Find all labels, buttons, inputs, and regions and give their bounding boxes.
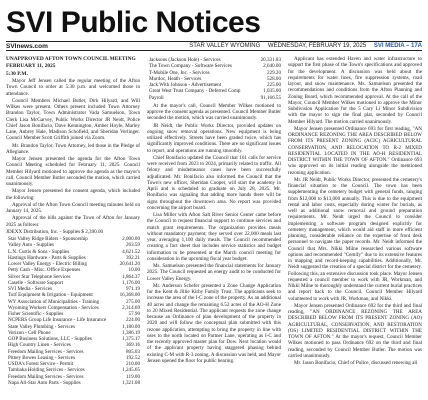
ledger-description: Great West Trust Company - Deferred Comp bbox=[149, 88, 241, 95]
ledger-description: Petty Cash - Misc. Office Expenses bbox=[8, 267, 81, 274]
ledger-description: GOP Business Solutions, LLC - Supplies bbox=[8, 336, 92, 343]
ledger-description: Caselle - Software Support bbox=[8, 279, 64, 286]
paragraph: Mayor Jensen presented Ordinance 693 for first reading, "AN ORDINANCE REZONING THE AREA DESCRIBED BELOW FROM ITS PRESENT ZONING (ACIC) AGRICULTURAL CONSERVATION, AND RELOCATION TO R-2 MIXED RESIDENTIAL LOCATED IN THE AO-H RESIDENTIAL DISTRICT WITHIN THE TOWN OF AFTON." Ordinance 693 was approved on its initial reading alongside the mentioned rezoning application. bbox=[288, 125, 422, 176]
ledger-description: Star Valley Ridge Riders - Sponsorship bbox=[8, 236, 88, 243]
publication-location: STAR VALLEY WYOMING bbox=[189, 43, 261, 49]
paragraph: Mayor Jensen presented the agenda for the Afton Town Council Meeting scheduled for February 11, 2025. Council Member Hilyard motioned to approve the agenda as the mayor's call. Council Member Butler seconded the motion, which carried unanimously. bbox=[6, 156, 140, 188]
masthead-title: SVI Public Notices bbox=[6, 6, 261, 39]
notice-columns bbox=[6, 56, 422, 396]
ledger-description: Napa All-Star Auto Parts - Supplies bbox=[8, 379, 81, 386]
masthead bbox=[6, 6, 422, 40]
ledger-description: Pitney Bowes Leasing - Services bbox=[8, 354, 76, 361]
paragraph: Ms. Samuelson presented the financial statements for January 2025. The Council requested an energy audit to be conducted for Lower Valley Energy. bbox=[147, 263, 281, 282]
ledger-description: High Country Linen - Services bbox=[8, 342, 71, 349]
notice-heading-time: 5:30 P.M. bbox=[6, 70, 28, 77]
ledger-description: Freedom Mailing Services - Services bbox=[8, 348, 84, 355]
ledger-amount: 229.20 bbox=[266, 69, 281, 76]
ledger-description: Silver Star Telephone Services bbox=[8, 273, 71, 280]
ledger-description: Payroll bbox=[149, 94, 164, 101]
ledger-amount: 210.00 bbox=[125, 361, 140, 368]
ledger-amount: 2,314.69 bbox=[122, 304, 140, 311]
paragraph: Mayor Jensen presented Ordinance 692 for the third and final reading, "AN ORDINANCE REZONING THE AREA DESCRIBED BELOW FROM ITS PRESENT ZONING (AO) AGRICULTURAL, CONSERVATION, AND RESTORATION (OS) LIMITED RESIDENTIAL DISTRICT WITHIN THE TOWN OF AFTON." At the mayor's request, Council Member Wilkes motioned to pass Ordinance 692 on the third and final reading, seconded by Council Member Butler. The motion was carried unanimously. bbox=[288, 302, 422, 359]
ledger-amount: 1,245.65 bbox=[122, 367, 140, 374]
ledger-amount: 1,375.17 bbox=[122, 336, 140, 343]
ledger-amount: 225.00 bbox=[266, 82, 281, 88]
ledger-amount: 20,641.20 bbox=[119, 261, 140, 268]
ledger-amount: 2,000.00 bbox=[122, 236, 140, 243]
ledger-description: Verizon - Cell Phone bbox=[8, 329, 51, 336]
paragraph: At the mayor's call, Council Member Wilkes motioned to approve the consent agenda as presented. Council Member Butler seconded the motion, which was carried unanimously. bbox=[147, 102, 281, 122]
paragraph: Chief Bonifacio updated the Council that 161 calls for service were received from 2023 to 2024, primarily related to traffic. All felony and misdemeanor cases have been successfully adjudicated. Mr. Bonifacio also informed the Council that the Town's new officer, Sheridan Cooper, will start the academy in April and is scheduled to graduate on July 28, 2025. Mr. Bonifacio was signaling that adding more hands there will be signs throughout the downtown area. No report was provided concerning the airport board. bbox=[147, 154, 281, 211]
ledger-description: Murdoc, Heath - Services bbox=[149, 75, 202, 82]
ledger-amount: 1,035.00 bbox=[263, 88, 281, 95]
ledger-description: USDA's Forest Service - Permit bbox=[8, 361, 74, 368]
ledger-amount: 263.59 bbox=[125, 242, 140, 249]
column-1 bbox=[6, 56, 140, 396]
ledger-amount: 528.00 bbox=[266, 75, 281, 82]
ledger-row bbox=[6, 380, 140, 386]
column-3 bbox=[288, 56, 422, 396]
ledger-amount: 2,640.00 bbox=[263, 63, 281, 70]
ledger-description: The Town Company - Software Services bbox=[149, 63, 232, 70]
ledger-description: Turf Equipment & Irrigation - Equipment bbox=[8, 292, 93, 299]
ledger-amount: 1,176.00 bbox=[122, 279, 140, 286]
ledger-amount: 224.00 bbox=[125, 317, 140, 324]
ledger-amount: 1,864.37 bbox=[122, 273, 140, 280]
bills-ledger-continued bbox=[147, 57, 281, 101]
ledger-amount: 1,321.08 bbox=[122, 379, 140, 386]
column-2 bbox=[147, 56, 281, 396]
ledger-description: Wyoming Workers Compensation - Services bbox=[8, 304, 99, 311]
ledger-description: NCPERS Group Life Insurance - Life Insurance bbox=[8, 317, 107, 324]
paragraph: Approval of the Afton Town Council meeting minutes held on January 14, 2025. bbox=[6, 201, 140, 215]
website-link[interactable]: SVInews.com bbox=[6, 42, 48, 50]
ledger-description: Fisher Scientific - Supplies bbox=[8, 311, 64, 318]
paragraph: Mr. JR Neidt, Public Works Director, presented the cemetery's financial situation to the Council. The town has been supplementing the cemetery budget with general funds, ranging from $12,000 to $13,000 annually. This is due to the equipment rental and labor costs, especially during winter for burials, as well as additional snow removal and ground preparation requirements. Mr. Neidt urged the Council to consider implementing a software program designed explicitly for cemetery management, which would aid staff in more efficient planning, considerable reliance on the expertise of front desk personnel to navigate the paper records. Mr. Neidt informed the Council that Mrs. Nikki Milne researched various software options and recommended "Cemify" due to its extensive features in mapping and record-keeping capabilities. Additionally, Mr. Neidt suggested the creation of a special district for the cemetery. Following this, an extensive discussion took place. Mayor Jensen requested a council member to work with JR, Workman, and Nikki Milne to thoroughly understand the current burial practices and report back to the Council. Council Member Hilyard volunteered to work with JR, Workman, and Nikki. bbox=[288, 176, 422, 302]
ledger-amount: 971.19 bbox=[125, 286, 140, 293]
ledger-description: L.N. Curtis & Sons - Supplies bbox=[8, 248, 70, 255]
paragraph: Applicant has extended Haven and water infrastructure to support the first phase of the Town's specifications and approved for the development. A discussion was held about the requirements for water lines, fire suppression systems, road layout, and snow maintenance. Ms. Samuelson presented the recommendations and conditions from the Afton Planning and Zoning Board, which recommended approval. At the call of the Mayor, Council Member Wilkes motioned to approve the Minor Subdivision Application for the 5 Cary Li Minor Subdivision with the mayor to sign the final plat, seconded by Council Member Hilyard. The motion carried unanimously. bbox=[288, 56, 422, 125]
ledger-description: SVI Media - Services bbox=[8, 286, 52, 293]
paragraph: Council Members Michael Butler, Dirk Hilyard, and Will Wilkes were present. Others present included Town Attorney Brandon Taylor, Town Administrator Vada Samuelson, Town Clerk Lisa McGarvey, Public Works Director JR Neidt, Police Chief Jason Bonifacio, Dave Kennington, Amber Hoyle, Marley Lane, Aubrey Hale, Madison Schofield, and Sheridan Verlinger. Council Member Scott Griffith joined via Zoom. bbox=[6, 97, 140, 142]
ledger-amount: 119.00 bbox=[126, 373, 140, 380]
ledger-amount: 805.03 bbox=[125, 348, 140, 355]
paragraph: Lisa Miller with Afton Salt River Senior Center came before the Council to request financial support to continue services and match grant requirements. The organization provides meals without mandatory payment; they served over 22,000 meals last year, averaging 1,100 daily meals. The Council recommended creating a fact sheet that includes service statistics and budget information to be presented at the March council meeting for consideration in the upcoming fiscal year budget. bbox=[147, 212, 281, 262]
ledger-description: State Valley Plumbing - Services bbox=[8, 323, 75, 330]
ledger-row bbox=[6, 292, 140, 298]
ledger-description: T-Mobile One, Inc. - Services bbox=[149, 69, 210, 76]
info-bar bbox=[6, 41, 422, 51]
section-label: SVI MEDIA – 17A bbox=[373, 43, 422, 49]
ledger-description: Jacksons (Jackson Hole) - Services bbox=[149, 57, 221, 63]
ledger-amount: 16,368.00 bbox=[119, 292, 140, 299]
issue-info bbox=[183, 43, 422, 49]
issue-date: WEDNESDAY, FEBRUARY 19, 2025 bbox=[267, 43, 367, 49]
ledger-description: Jack With Johnson - Advertisement bbox=[149, 82, 222, 88]
ledger-amount: 1,386.19 bbox=[122, 329, 140, 336]
ledger-amount: 1,180.00 bbox=[122, 323, 140, 330]
paragraph: JR Neidt, the Public Works Director, provided updates on ongoing snow removal operations. New equipment is being utilized effectively. Streets have been graded twice, which has significantly improved conditions. There are no significant issues to report, and operations are running smoothly. bbox=[147, 122, 281, 154]
ledger-amount: 369.16 bbox=[125, 342, 140, 349]
paragraph: Mr. Jason Bonifacio, Chief of Police, discussed renewing all bbox=[294, 360, 418, 366]
ledger-amount: 10.00 bbox=[128, 267, 140, 274]
ledger-amount: 57.90 bbox=[128, 311, 140, 318]
ledger-description: Lower Valley Energy - Electric Billing bbox=[8, 261, 87, 268]
paragraph: JDEXX Distribution, Inc. - Supplies $ 2,390.00 bbox=[6, 228, 104, 235]
ledger-amount: 192.52 bbox=[125, 354, 140, 361]
notice-heading-date: FEBRUARY 11, 2025 bbox=[6, 63, 56, 70]
bills-ledger bbox=[6, 236, 140, 386]
ledger-amount: 275.00 bbox=[125, 298, 140, 305]
paragraph: Mayor Jensen presented the consent agenda, which included the following: bbox=[6, 188, 140, 201]
notice-heading: UNAPPROVED AFTON TOWN COUNCIL MEETING bbox=[6, 56, 136, 62]
ledger-description: Tambaka Holding Services - Services bbox=[8, 367, 85, 374]
ledger-description: Freedom Mailing Services - Services bbox=[8, 373, 84, 380]
ledger-description: Hastings Hardware - Parts & Supplies bbox=[8, 254, 86, 261]
ledger-amount: 20,331.83 bbox=[260, 57, 281, 63]
ledger-description: Valley Auto - Supplies bbox=[8, 242, 54, 249]
paragraph: Mayor Jeff Jensen called the regular meeting of the Afton Town Council to order at 5:30 p.m. and welcomed those in attendance. bbox=[6, 78, 140, 97]
ledger-amount: 4,621.52 bbox=[122, 248, 140, 255]
ledger-amount: 91,166.55 bbox=[260, 94, 281, 101]
ledger-amount: 392.21 bbox=[125, 254, 140, 261]
paragraph: Mr. Brandon Taylor, Town Attorney, led those in the Pledge of Allegiance. bbox=[6, 142, 140, 155]
ledger-row bbox=[147, 95, 281, 101]
ledger-description: WY Association of Municipalities - Training bbox=[8, 298, 100, 305]
paragraph: Mr. Anderson Schefer presented a Zone Change Application for the Kent & Jillie Kirby Family Trust. The applicants seek to increase the area of the I-C zone of the property. As an additional 40 acres and change the remaining 6.52 acres of the AO-H Zone to 20 Mixed Residential. The applicant requests the zone change because an Ordinance of plan development of the property in 2020 and will follow the conceptual plan submitted with this rezone application, attempting to bring the property in line with uses to the north located on Partner Lane, operating as I-C and the recently approved master plan for Dow. Next location would of the applicant property having staggered phasing behind existing C-M with R-3 zoning. A discussion was held, and Mayor Jensen opened the floor for public hearing. bbox=[147, 282, 281, 364]
paragraph: Approval of the bills against the Town of Afton for January 2025 as follows: bbox=[6, 215, 140, 228]
